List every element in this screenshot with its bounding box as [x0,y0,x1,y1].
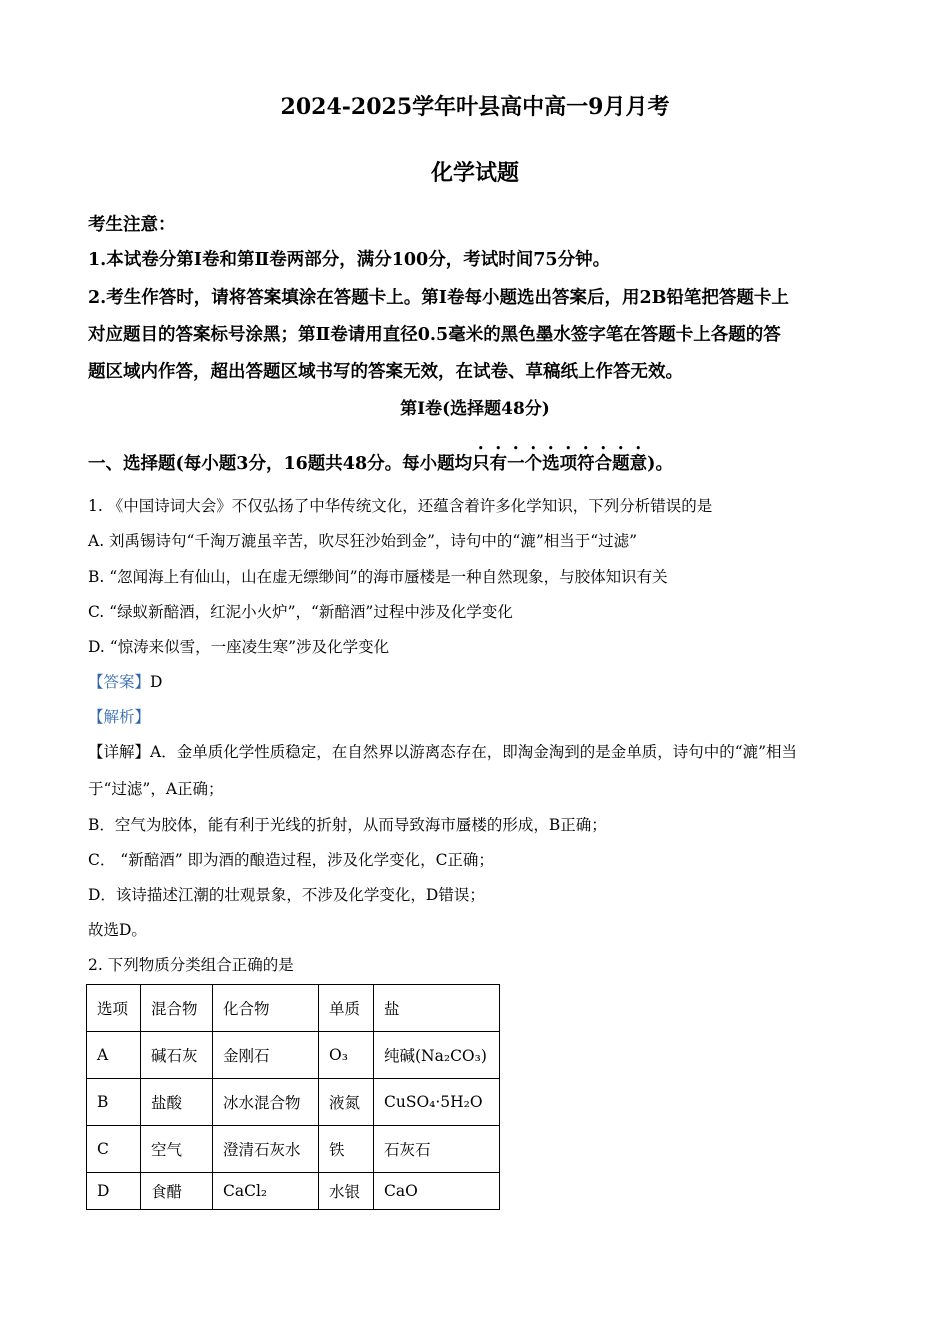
table-header-cell: 选项 [87,985,141,1032]
table-cell: 铁 [319,1126,374,1173]
question-1-stem: 1. 《中国诗词大会》不仅弘扬了中华传统文化，还蕴含着许多化学知识，下列分析错误的是 [88,497,713,515]
detail-line-1: 【详解】A．金单质化学性质稳定，在自然界以游离态存在，即淘金淘到的是金单质，诗句中的“漉”相当 [88,743,798,761]
table-row [87,1032,500,1079]
answer-value: D [150,673,163,691]
question-1-option-d: D. “惊涛来似雪，一座凌生寒”涉及化学变化 [88,638,390,656]
table-header-row [87,985,500,1032]
conclusion: 故选D。 [88,921,147,939]
table-cell: 液氮 [319,1079,374,1126]
table-header-cell: 单质 [319,985,374,1032]
notice-item-2-line-3: 题区域内作答，超出答题区域书写的答案无效，在试卷、草稿纸上作答无效。 [88,362,683,382]
question-2-stem: 2. 下列物质分类组合正确的是 [88,956,294,974]
classification-table [86,984,500,1210]
notice-item-2-line-1: 2.考生作答时，请将答案填涂在答题卡上。第Ⅰ卷每小题选出答案后，用2B铅笔把答题卡上 [88,288,789,308]
answer-tag: 【答案】 [88,673,151,691]
question-1-option-b: B. “忽闻海上有仙山，山在虚无缥缈间”的海市蜃楼是一种自然现象，与胶体知识有关 [88,568,668,586]
table-cell: CaCl₂ [213,1173,319,1210]
table-cell: A [87,1032,141,1079]
table-cell: 水银 [319,1173,374,1210]
exam-title: 2024-2025学年叶县高中高一9月月考 [280,94,670,120]
section-heading-emphasis: 只有一个选项符合题意 [472,454,648,474]
table-header-cell: 化合物 [213,985,319,1032]
section-heading-prefix: 一、选择题(每小题3分，16题共48分。每小题均 [88,454,473,474]
detail-b: B．空气为胶体，能有利于光线的折射，从而导致海市蜃楼的形成，B正确； [88,816,607,834]
table-cell: CaO [374,1173,500,1210]
table-cell: 纯碱(Na₂CO₃) [374,1032,500,1079]
notice-item-1: 1.本试卷分第Ⅰ卷和第Ⅱ卷两部分，满分100分，考试时间75分钟。 [88,250,611,270]
question-1-option-c: C. “绿蚁新醅酒，红泥小火炉”，“新醅酒”过程中涉及化学变化 [88,603,513,621]
table-cell: B [87,1079,141,1126]
question-1-answer [88,670,162,692]
table-cell: 澄清石灰水 [213,1126,319,1173]
table-cell: 金刚石 [213,1032,319,1079]
question-1-option-a: A. 刘禹锡诗句“千淘万漉虽辛苦，吹尽狂沙始到金”，诗句中的“漉”相当于“过滤” [88,532,638,550]
table-cell: 冰水混合物 [213,1079,319,1126]
exam-subtitle: 化学试题 [430,160,519,186]
table-row [87,1079,500,1126]
table-cell: O₃ [319,1032,374,1079]
table-cell: 盐酸 [141,1079,213,1126]
table-cell: D [87,1173,141,1210]
detail-c: C． “新醅酒” 即为酒的酿造过程，涉及化学变化，C正确； [88,851,494,869]
analysis-tag: 【解析】 [88,708,151,726]
table-cell: 石灰石 [374,1126,500,1173]
table-row [87,1126,500,1173]
section-heading [88,444,673,475]
notice-heading: 考生注意： [88,215,176,235]
section-heading-suffix: )。 [647,454,673,474]
table-header-cell: 混合物 [141,985,213,1032]
table-cell: 空气 [141,1126,213,1173]
detail-d: D．该诗描述江潮的壮观景象，不涉及化学变化，D错误； [88,886,485,904]
table-header-cell: 盐 [374,985,500,1032]
table-cell: CuSO₄·5H₂O [374,1079,500,1126]
table-cell: 食醋 [141,1173,213,1210]
part-title: 第Ⅰ卷(选择题48分) [400,399,550,419]
table-row [87,1173,500,1210]
notice-item-2-line-2: 对应题目的答案标号涂黑；第Ⅱ卷请用直径0.5毫米的黑色墨水签字笔在答题卡上各题的答 [88,325,781,345]
table-cell: 碱石灰 [141,1032,213,1079]
table-cell: C [87,1126,141,1173]
detail-line-2: 于“过滤”，A正确； [88,780,224,798]
